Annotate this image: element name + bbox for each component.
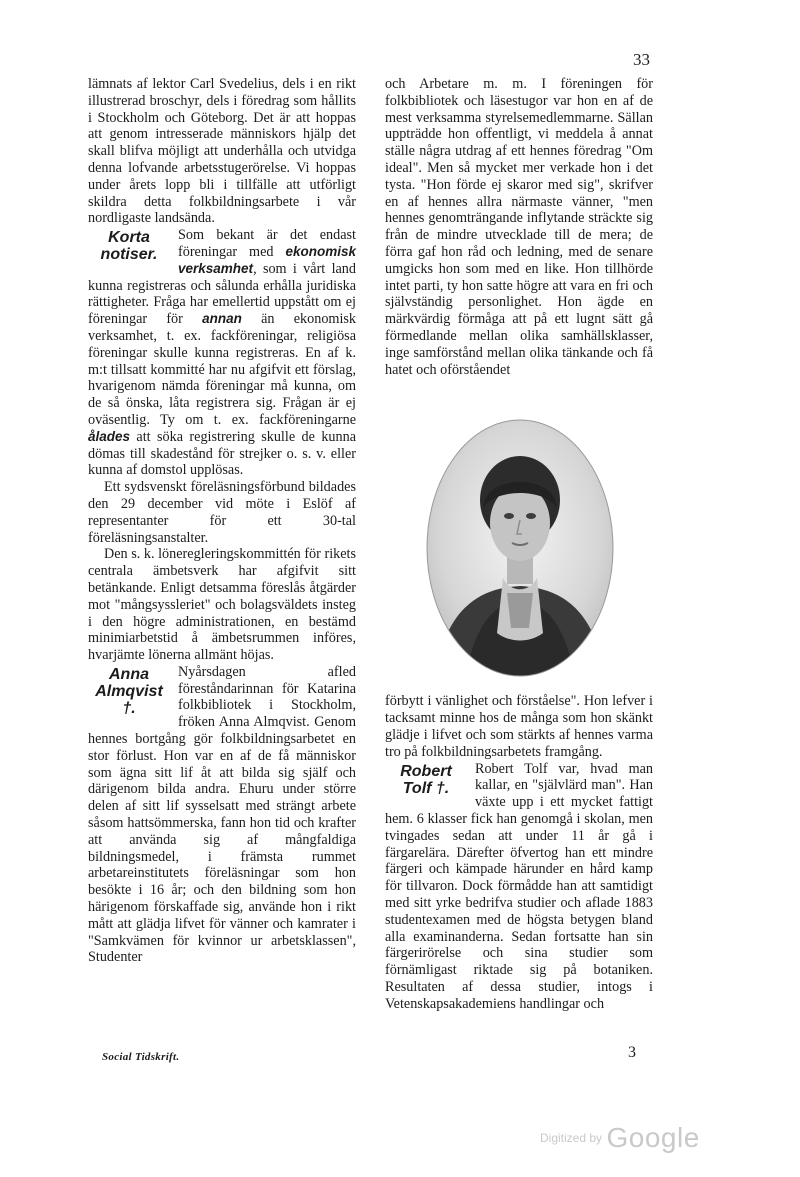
text-span: Robert Tolf var, hvad man kallar, en "självlärd man". Han växte upp i ett mycket fattigt hem. 6 klasser fick han genomgå i skolan, men tvingades sedan att under 11 år gå i färgarelära. Därefter öfvertog han ett mindre färgeri och kämpade härunder en hård kamp för tillvaron. Dock förmådde han att samtidigt med sitt yrke bedrifva studier och aflade 1883 studentexamen med de högsta betygen bland alla examinanderna. Sedan fortsatte han sin färgerirörelse och sina studier som förnämligast riktade sig på botaniken. Resultaten af dessa studier, intogs i Vetenskapsakademiens handlingar och <box>385 760 653 1012</box>
paragraph-forbytt: förbytt i vänlighet och förståelse". Hon lefver i tacksamt minne hos de många som hon skänkt glädje i lifvet och som stärkts af hennes varma tro på folkbildningsarbetets framgång. <box>385 693 653 760</box>
text-span: än ekonomisk verksamhet, t. ex. fackföreningar, religiösa föreningar skulle kunna registreras. En af k. m:t tillsatt kommitté har nu afgifvit ett förslag, hvarigenom nämda föreningar må kunna, om de så önska, låta registrera sig. Frågan är ej oväsentlig. Ty om t. ex. fackföreningarne <box>88 311 356 428</box>
paragraph-almqvist-continued: och Arbetare m. m. I föreningen för folkbibliotek och läsestugor var hon en af de mest verksamma styrelsemedlemmarne. Sällan uppträdde hon offentligt, vi meddela å annat ställe några utdrag af ett hennes föredrag "Om ideal". Men så mycket mer verkade hon i det tysta. "Hon förde ej skaror med sig", skrifver en af hennes allra närmaste vänner, "men hennes genomträngande inflytande sträckte sig från de mindre utvecklade till de mera; de förra gaf hon råd och ledning, med de senare umgicks hon som med en like. Hon tillhörde intet parti, ty hon satte högre att vara en fri och självständig personlighet. Hon ägde en märkvärdig förmåga att på ett lugnt sätt gå förmedlande mellan olika samhällsklasser, inge samförstånd mellan olika tänkande och få hatet och oförståendet <box>385 76 653 378</box>
paragraph-svedelius: lämnats af lektor Carl Svedelius, dels i en rikt illustrerad broschyr, dels i föredrag som hållits i Stockholm och Göteborg. Det är att hoppas att genom intresserade människors hjälp det skall blifva möjligt att underhålla och utvidga denna lofvande arbetsstugerörelse. Vi hoppas under årets lopp bli i tillfälle att utförligt skildra detta folkbildningsarbete i vår nordligaste landsända. <box>88 76 356 227</box>
paragraph-anna-almqvist <box>88 664 356 966</box>
text-span: att söka registrering skulle de kunna dömas till skadestånd för strejker o. s. v. eller kunna af domstol upplösas. <box>88 428 356 479</box>
footer-journal-name: Social Tidskrift. <box>102 1051 180 1063</box>
right-column <box>385 76 653 1012</box>
heading-anna-almqvist: Anna Almqvist †. <box>95 665 163 717</box>
text-span: Som bekant är det endast föreningar med <box>178 227 356 260</box>
paragraph-robert-tolf <box>385 761 653 1013</box>
emphasis-annan: annan <box>202 311 242 327</box>
page-number: 33 <box>633 50 650 69</box>
text-span: , som i vårt land kunna registreras och sålunda erhålla juridiska rättigheter. Fråga har emellertid uppstått om ej föreningar för <box>88 260 356 328</box>
text-span: Nyårsdagen afled föreståndarinnan för Katarina folkbibliotek i Stockholm, fröken Anna Almqvist. Genom hennes bortgång gör folkbildningsarbetet en stor förlust. Hon var en af de få människor som ägna sitt lif åt att bilda sig själf och därigenom bilda andra. Ehuru under större delen af sitt lif sysselsatt med strängt arbete såsom hattsömmerska, fann hon tid och krafter att använda sig af mångfaldiga bildningsmedel, i främsta rummet arbetareinstitutets föreläsningar som hon besökte i 16 år; och den bildning som hon härigenom förskaffade sig, använde hon i rikt mått att glädja lifvet för vänner och kamrater i "Samkvämen för kvinnor ur arbetsklassen", Studenter <box>88 663 356 966</box>
left-column <box>88 76 356 966</box>
paragraph-foreläsningsforbund: Ett sydsvenskt föreläsningsförbund bildades den 29 december vid möte i Eslöf af representanter för ett 30-tal föreläsningsanstalter. <box>88 479 356 546</box>
watermark-prefix: Digitized by <box>540 1131 603 1145</box>
emphasis-alades: ålades <box>88 428 131 444</box>
heading-korta-notiser: Korta notiser. <box>100 229 158 264</box>
portrait-area <box>385 418 653 683</box>
google-watermark <box>540 1122 700 1154</box>
emphasis-ekonomisk: ekonomisk verksamhet <box>178 243 356 276</box>
paragraph-loneregleringskommitten: Den s. k. löneregleringskommittén för rikets centrala ämbetsverk har afgifvit sitt betänkande. Enligt detsamma föreslås åtgärder mot "mångsyssleriet" och bolagsväldets insteg i den högre administrationen, en bestämd minimiarbetstid å ämbetsrummen införes, hvarjämte lönerna allmänt höjas. <box>88 546 356 664</box>
heading-robert-tolf: Robert Tolf †. <box>400 762 452 797</box>
footer-sheet-number: 3 <box>628 1044 636 1061</box>
paragraph-korta-notiser <box>88 227 356 479</box>
portrait-photo <box>425 418 615 678</box>
watermark-google: Google <box>606 1122 700 1153</box>
